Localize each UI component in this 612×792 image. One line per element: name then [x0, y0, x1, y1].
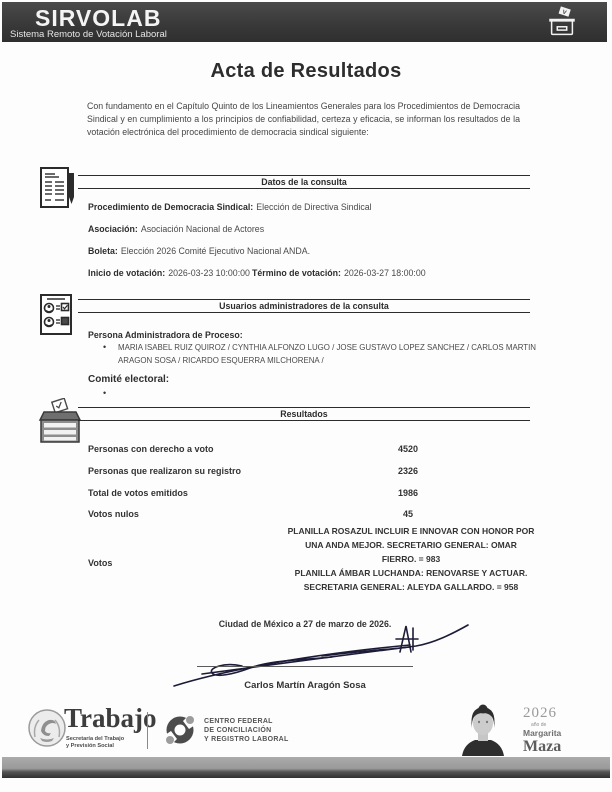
- votos-planillas-block: [287, 524, 535, 594]
- result-row-value: 2326: [397, 466, 419, 476]
- cfcrl-logo-icon: [161, 711, 199, 749]
- cfcrl-line2: DE CONCILIACIÓN: [204, 727, 272, 734]
- year-2026: 2026: [523, 705, 557, 721]
- section-header-usuarios: [78, 299, 530, 313]
- admin-process-label: [88, 330, 246, 340]
- admin-names-list: MARIA ISABEL RUIZ QUIROZ / CYNTHIA ALFONZO LUGO / JOSE GUSTAVO LOPEZ SANCHEZ / CARLOS MARTIN ARAGON SOSA / RICARDO ESQUERRA MILCHORENA /: [118, 343, 536, 365]
- result-row-value: 45: [402, 509, 413, 519]
- field-asociacion: [88, 224, 264, 234]
- footer-bottom-bar: [2, 757, 610, 778]
- field-label-boleta: Boleta:: [88, 246, 118, 256]
- admin-list-bullet: •: [103, 342, 107, 352]
- margarita-maza-portrait: [457, 703, 509, 756]
- field-label-termino: Término de votación:: [252, 268, 341, 278]
- results-ballot-box-icon: [36, 398, 84, 446]
- result-row-label: Votos nulos: [88, 509, 139, 519]
- votos-label: Votos: [88, 558, 113, 568]
- field-inicio-votacion: [88, 268, 250, 278]
- section-header-resultados: [78, 407, 530, 421]
- intro-paragraph: Con fundamento en el Capítulo Quinto de los Lineamientos Generales para los Procedimientos de Democracia Sindical y en cumplimiento a los principios de confiabilidad, certeza y eficacia, se informan los resultados de la votación electrónica del procedimiento de democracia sindical siguiente:: [87, 101, 520, 137]
- result-row-value: 4520: [397, 444, 419, 454]
- cfcrl-line3: Y REGISTRO LABORAL: [204, 736, 289, 743]
- admin-label-text: Persona Administradora de Proceso:: [88, 330, 243, 340]
- result-row-label: Personas con derecho a voto: [88, 444, 214, 454]
- section-title-resultados: Resultados: [280, 409, 328, 419]
- admin-users-icon: [39, 292, 77, 337]
- result-row-value: 1986: [397, 488, 419, 498]
- section-title-datos: Datos de la consulta: [261, 177, 347, 187]
- field-value-asociacion: Asociación Nacional de Actores: [140, 224, 265, 234]
- year-margarita-maza-block: [523, 706, 561, 755]
- place-and-date: Ciudad de México a 27 de marzo de 2026.: [218, 619, 392, 629]
- form-document-icon: [39, 165, 77, 210]
- result-row-label: Total de votos emitidos: [88, 488, 188, 498]
- field-label-procedimiento: Procedimiento de Democracia Sindical:: [88, 202, 254, 212]
- cfcrl-line1: CENTRO FEDERAL: [204, 718, 273, 725]
- field-value-boleta: Elección 2026 Comité Ejecutivo Nacional ANDA.: [120, 246, 311, 256]
- planilla-ambar-result: PLANILLA ÁMBAR LUCHANDA: RENOVARSE Y ACTUAR. SECRETARIA GENERAL: ALEYDA GALLARDO. = 958: [294, 568, 528, 592]
- trabajo-secretaria-caption: [66, 736, 124, 750]
- svg-text:V: V: [561, 9, 567, 17]
- section-title-usuarios: Usuarios administradores de la consulta: [219, 301, 389, 311]
- mexico-seal-icon: [27, 707, 67, 749]
- field-termino-votacion: [252, 268, 426, 278]
- trabajo-caption-line2: y Previsión Social: [66, 743, 114, 749]
- cfcrl-wordmark: [204, 717, 289, 744]
- trabajo-caption-line1: Secretaría del Trabajo: [66, 736, 125, 742]
- margarita-text: Margarita: [523, 728, 562, 738]
- result-row-label: Personas que realizaron su registro: [88, 466, 242, 476]
- field-label-inicio: Inicio de votación:: [88, 268, 166, 278]
- section-header-datos: [78, 175, 530, 189]
- field-value-inicio: 2026-03-23 10:00:00: [168, 268, 250, 278]
- app-tagline: Sistema Remoto de Votación Laboral: [10, 29, 167, 40]
- ballot-box-icon: [545, 6, 579, 40]
- trabajo-wordmark: Trabajo: [64, 703, 157, 733]
- signer-name: Carlos Martín Aragón Sosa: [244, 680, 366, 691]
- comite-bullet: •: [103, 388, 107, 398]
- field-value-termino: 2026-03-27 18:00:00: [343, 268, 426, 278]
- comite-electoral-label: Comité electoral:: [88, 374, 170, 385]
- year-caption: año de: [531, 722, 547, 728]
- field-label-asociacion: Asociación:: [88, 224, 138, 234]
- field-procedimiento: [88, 202, 372, 212]
- footer-divider: [147, 712, 148, 749]
- planilla-rosazul-result: PLANILLA ROSAZUL INCLUIR E INNOVAR CON HONOR POR UNA ANDA MEJOR. SECRETARIO GENERAL: OMAR FIERRO. = 983: [287, 526, 535, 564]
- maza-text: Maza: [523, 737, 562, 755]
- app-header-bar: [2, 2, 607, 42]
- signature-line: [197, 666, 413, 667]
- field-value-procedimiento: Elección de Directiva Sindical: [256, 202, 372, 212]
- app-title: SIRVOLAB: [35, 5, 162, 31]
- field-boleta: [88, 246, 310, 256]
- document-title: Acta de Resultados: [210, 60, 402, 82]
